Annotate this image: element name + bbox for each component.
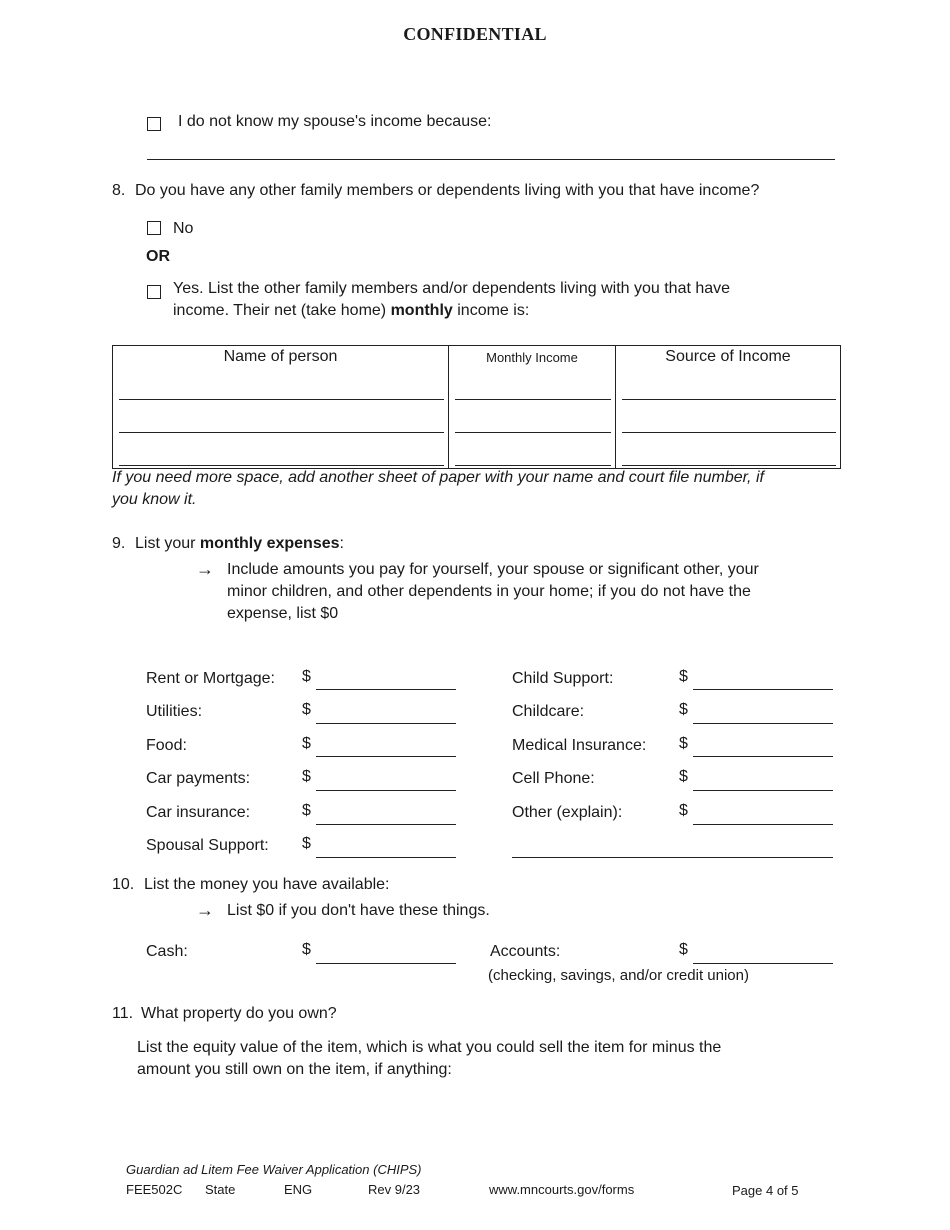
footer-language: ENG <box>284 1182 313 1197</box>
q11-instruction-line1: List the equity value of the item, which is what you could sell the item for minus the <box>137 1039 722 1056</box>
q8-question: Do you have any other family members or dependents living with you that have income? <box>135 182 760 199</box>
expense-other-explain-line[interactable] <box>512 857 833 858</box>
source-row-2-line[interactable] <box>622 432 836 433</box>
accounts-label: Accounts: <box>490 943 561 960</box>
expense-field-child-support[interactable] <box>693 689 833 690</box>
q9-bold: monthly expenses <box>199 535 340 552</box>
expense-dollar-child-support: $ <box>679 668 688 685</box>
expense-dollar-utilities: $ <box>302 701 311 718</box>
expense-label-medical-insurance: Medical Insurance: <box>512 737 647 754</box>
q11-number: 11. <box>112 1005 134 1022</box>
name-of-person-header: Name of person <box>223 348 338 365</box>
expense-field-car-payments[interactable] <box>316 790 456 791</box>
source-row-1-line[interactable] <box>622 399 836 400</box>
expense-field-spousal-support[interactable] <box>316 857 456 858</box>
source-row-3-line[interactable] <box>622 465 836 466</box>
expense-dollar-car-insurance: $ <box>302 802 311 819</box>
q11-question: What property do you own? <box>141 1005 337 1022</box>
footer-revision: Rev 9/23 <box>368 1182 421 1197</box>
expense-label-spousal-support: Spousal Support: <box>146 837 269 854</box>
q8-yes-line1: Yes. List the other family members and/or dependents living with you that have <box>173 280 731 297</box>
income-row-2-line[interactable] <box>455 432 611 433</box>
q8-note-line1: If you need more space, add another sheet of paper with your name and court file number, if <box>112 469 764 486</box>
expense-dollar-rent: $ <box>302 668 311 685</box>
q9-prefix: List your <box>135 535 200 552</box>
income-row-3-line[interactable] <box>455 465 611 466</box>
q8-yes-checkbox[interactable] <box>147 285 161 299</box>
q8-or-label: OR <box>146 248 170 265</box>
expense-field-childcare[interactable] <box>693 723 833 724</box>
expense-field-other[interactable] <box>693 824 833 825</box>
spouse-income-reason-line[interactable] <box>147 159 835 160</box>
q10-arrow-icon: → <box>196 900 214 920</box>
accounts-dollar: $ <box>679 941 688 958</box>
expense-label-car-payments: Car payments: <box>146 770 251 787</box>
expense-label-car-insurance: Car insurance: <box>146 804 251 821</box>
q9-arrow-icon: → <box>196 559 214 579</box>
q9-instruction-line1: Include amounts you pay for yourself, your spouse or significant other, your <box>227 561 759 578</box>
expense-label-other: Other (explain): <box>512 804 623 821</box>
q8-yes-line2-pre: income. Their net (take home) <box>173 302 391 319</box>
expense-field-medical-insurance[interactable] <box>693 756 833 757</box>
expense-dollar-car-payments: $ <box>302 768 311 785</box>
expense-dollar-other: $ <box>679 802 688 819</box>
expense-label-rent: Rent or Mortgage: <box>146 670 275 687</box>
q9-instruction-line2: minor children, and other dependents in your home; if you do not have the <box>227 583 751 600</box>
expense-field-food[interactable] <box>316 756 456 757</box>
q8-note-line2: you know it. <box>112 491 197 508</box>
q8-no-checkbox[interactable] <box>147 221 161 235</box>
q9-number: 9. <box>112 535 126 552</box>
income-row-1-line[interactable] <box>455 399 611 400</box>
cash-label: Cash: <box>146 943 188 960</box>
accounts-field[interactable] <box>693 963 833 964</box>
expense-dollar-cell-phone: $ <box>679 768 688 785</box>
expense-field-rent[interactable] <box>316 689 456 690</box>
footer-website[interactable]: www.mncourts.gov/forms <box>489 1182 635 1197</box>
footer-page-number: Page 4 of 5 <box>732 1183 799 1198</box>
expense-dollar-spousal-support: $ <box>302 835 311 852</box>
monthly-income-header: Monthly Income <box>486 350 578 365</box>
expense-label-cell-phone: Cell Phone: <box>512 770 595 787</box>
name-of-person-column <box>113 346 449 469</box>
name-row-2-line[interactable] <box>119 432 444 433</box>
monthly-income-column <box>449 346 616 469</box>
expense-field-utilities[interactable] <box>316 723 456 724</box>
expense-label-child-support: Child Support: <box>512 670 614 687</box>
q8-yes-line2-bold: monthly <box>390 302 453 319</box>
source-of-income-column <box>616 346 841 469</box>
expense-dollar-childcare: $ <box>679 701 688 718</box>
q10-instruction: List $0 if you don't have these things. <box>227 902 490 919</box>
source-of-income-header: Source of Income <box>665 348 791 365</box>
q8-no-label: No <box>173 220 194 237</box>
q9-instruction-line3: expense, list $0 <box>227 605 339 622</box>
accounts-note: (checking, savings, and/or credit union) <box>488 967 749 984</box>
family-income-table <box>112 345 841 469</box>
q9-suffix: : <box>339 535 344 552</box>
q10-number: 10. <box>112 876 135 893</box>
expense-label-utilities: Utilities: <box>146 703 203 720</box>
expense-field-cell-phone[interactable] <box>693 790 833 791</box>
q8-number: 8. <box>112 182 126 199</box>
expense-label-food: Food: <box>146 737 187 754</box>
spouse-income-unknown-label: I do not know my spouse's income because: <box>178 113 492 130</box>
name-row-3-line[interactable] <box>119 465 444 466</box>
page-header: CONFIDENTIAL <box>403 24 547 44</box>
expense-label-childcare: Childcare: <box>512 703 585 720</box>
q9-question <box>135 535 344 553</box>
footer-jurisdiction: State <box>205 1182 236 1197</box>
cash-field[interactable] <box>316 963 456 964</box>
footer-form-title: Guardian ad Litem Fee Waiver Application (CHIPS) <box>126 1162 422 1177</box>
cash-dollar: $ <box>302 941 311 958</box>
name-row-1-line[interactable] <box>119 399 444 400</box>
expense-dollar-food: $ <box>302 735 311 752</box>
expense-dollar-medical-insurance: $ <box>679 735 688 752</box>
q8-yes-line2-post: income is: <box>452 302 530 319</box>
q11-instruction-line2: amount you still own on the item, if anything: <box>137 1061 452 1078</box>
q8-yes-line2 <box>173 302 529 320</box>
footer-form-code: FEE502C <box>126 1182 183 1197</box>
q10-question: List the money you have available: <box>144 876 390 893</box>
spouse-income-unknown-checkbox[interactable] <box>147 117 161 131</box>
expense-field-car-insurance[interactable] <box>316 824 456 825</box>
